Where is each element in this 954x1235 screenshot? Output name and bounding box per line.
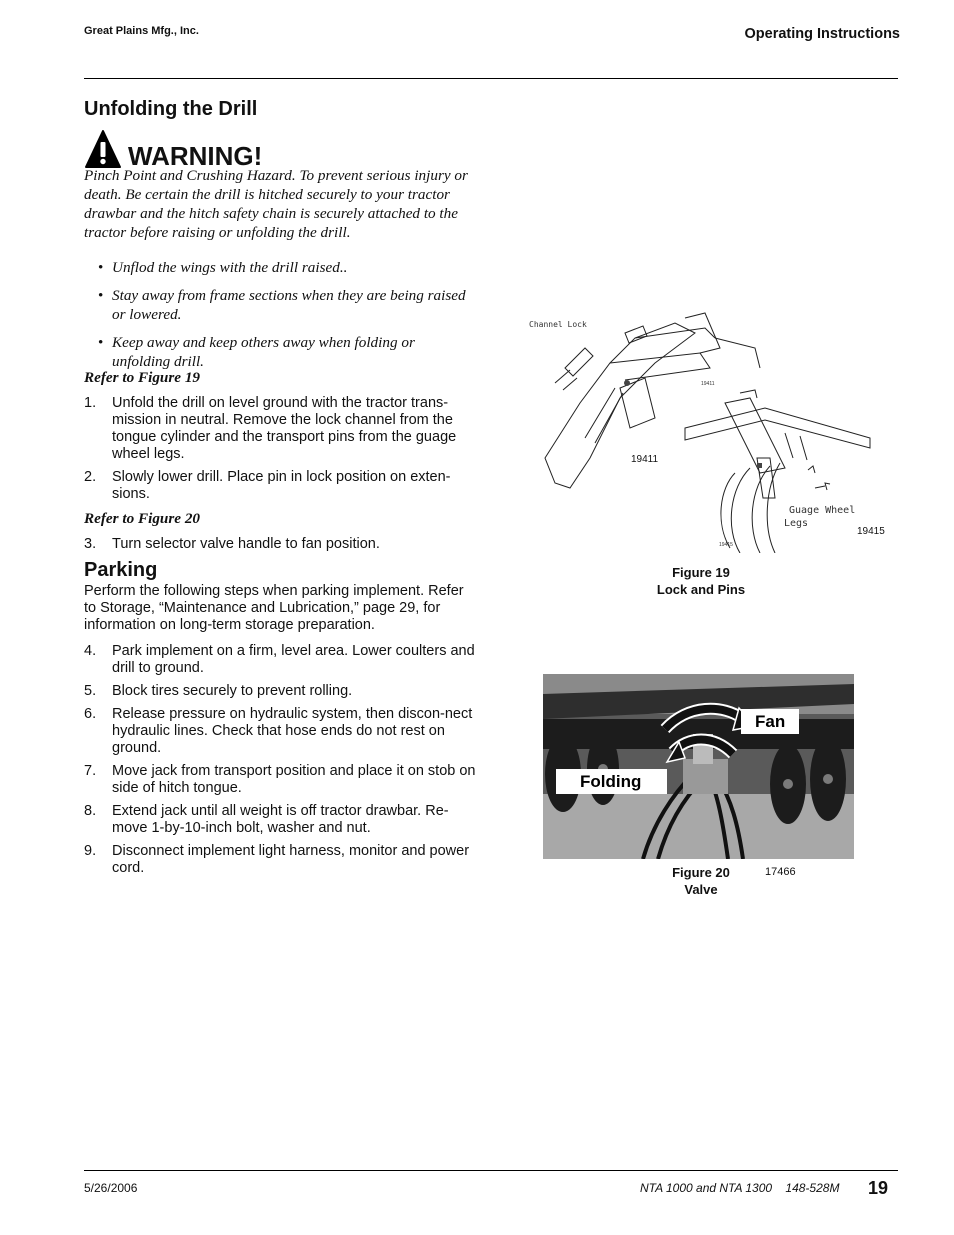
step-item bbox=[84, 683, 476, 700]
step-number: 9. bbox=[84, 843, 97, 859]
header-rule bbox=[84, 78, 898, 79]
footer-rule bbox=[84, 1170, 898, 1171]
step-text: Move jack from transport position and place it on stob on side of hitch tongue. bbox=[112, 763, 476, 796]
step-text: Release pressure on hydraulic system, then discon-nect hydraulic lines. Check that hose ends do not rest on ground. bbox=[112, 706, 473, 756]
gauge-wheel-label-2: Legs bbox=[784, 518, 809, 529]
step-number: 6. bbox=[84, 706, 97, 722]
warning-title: WARNING! bbox=[128, 141, 263, 171]
step-item bbox=[84, 395, 476, 463]
step-item bbox=[84, 803, 476, 837]
step-text: Park implement on a firm, level area. Lower coulters and drill to ground. bbox=[112, 643, 475, 676]
step-text: Turn selector valve handle to fan position. bbox=[112, 536, 380, 552]
footer-model: NTA 1000 and NTA 1300 148-528M bbox=[640, 1181, 840, 1195]
figure-20-photo bbox=[543, 674, 854, 859]
refer-figure-20: Refer to Figure 20 bbox=[84, 510, 201, 527]
figure-19-id-left: 19411 bbox=[631, 454, 659, 465]
step-text: Extend jack until all weight is off tractor drawbar. Re-move 1-by-10-inch bolt, washer and nut. bbox=[112, 803, 449, 836]
bullet-item: • Unflod the wings with the drill raised.. bbox=[98, 258, 476, 277]
step-item bbox=[84, 643, 476, 677]
step-item bbox=[84, 843, 476, 877]
bullet-item: • Stay away from frame sections when they are being raised or lowered. bbox=[98, 286, 476, 324]
footer-date: 5/26/2006 bbox=[84, 1181, 138, 1195]
warning-text: Pinch Point and Crushing Hazard. To prevent serious injury or death. Be certain the drill is hitched securely to your tractor drawbar and the hitch safety chain is securely attached to the tractor before raising or unfolding the drill. bbox=[84, 167, 468, 241]
step-number: 4. bbox=[84, 643, 97, 659]
figure-20-caption-number: Figure 20 bbox=[672, 865, 730, 880]
fan-label: Fan bbox=[741, 709, 799, 734]
step-text: Disconnect implement light harness, monitor and power cord. bbox=[112, 843, 470, 876]
step-text: Slowly lower drill. Place pin in lock position on exten-sions. bbox=[112, 469, 451, 502]
figure-20-caption bbox=[631, 864, 771, 898]
safety-bullets bbox=[98, 258, 476, 380]
valve-photo-illustration bbox=[543, 674, 854, 859]
step-text: Block tires securely to prevent rolling. bbox=[112, 683, 353, 699]
figure-19-caption-title: Lock and Pins bbox=[656, 582, 746, 597]
step-number: 5. bbox=[84, 683, 97, 699]
unfold-steps-cont bbox=[84, 536, 476, 559]
figure-19-caption-number: Figure 19 bbox=[672, 565, 730, 580]
step-number: 8. bbox=[84, 803, 97, 819]
refer-figure-19: Refer to Figure 19 bbox=[84, 369, 201, 386]
step-item bbox=[84, 536, 476, 553]
figure-19-caption bbox=[621, 564, 781, 598]
lock-and-pins-illustration bbox=[525, 308, 895, 553]
gauge-wheel-label-1: Guage Wheel bbox=[789, 505, 856, 516]
warning-header bbox=[84, 127, 262, 169]
bullet-item: • Keep away and keep others away when folding or unfolding drill. bbox=[98, 333, 476, 371]
figure-19-small-id-top: 19411 bbox=[701, 381, 715, 387]
parking-intro: Perform the following steps when parking implement. Refer to Storage, “Maintenance and Lubrication,” page 29, for information on long-term storage preparation. bbox=[84, 583, 464, 633]
step-number: 1. bbox=[84, 395, 97, 411]
folding-label: Folding bbox=[556, 769, 667, 794]
company-name: Great Plains Mfg., Inc. bbox=[84, 25, 199, 37]
channel-lock-label: Channel Lock bbox=[529, 320, 587, 329]
unfold-steps bbox=[84, 395, 476, 509]
step-text: Unfold the drill on level ground with the tractor trans-mission in neutral. Remove the lock channel from the tongue cylinder and the transport pins from the guage wheel legs. bbox=[112, 395, 457, 462]
parking-heading: Parking bbox=[84, 559, 158, 581]
figure-20-caption-title: Valve bbox=[684, 882, 718, 897]
parking-steps bbox=[84, 643, 476, 883]
section-title: Operating Instructions bbox=[744, 26, 900, 42]
figure-19-drawing bbox=[525, 308, 895, 553]
step-number: 7. bbox=[84, 763, 97, 779]
step-number: 3. bbox=[84, 536, 97, 552]
unfolding-heading: Unfolding the Drill bbox=[84, 98, 258, 120]
step-item bbox=[84, 469, 476, 503]
warning-triangle-icon bbox=[84, 129, 122, 169]
figure-20-id: 17466 bbox=[765, 866, 796, 878]
step-item bbox=[84, 706, 476, 757]
step-item bbox=[84, 763, 476, 797]
page-number: 19 bbox=[868, 1178, 889, 1198]
step-number: 2. bbox=[84, 469, 97, 485]
figure-19-small-id-bottom: 19415 bbox=[719, 542, 733, 548]
figure-19-id-right: 19415 bbox=[857, 526, 885, 537]
